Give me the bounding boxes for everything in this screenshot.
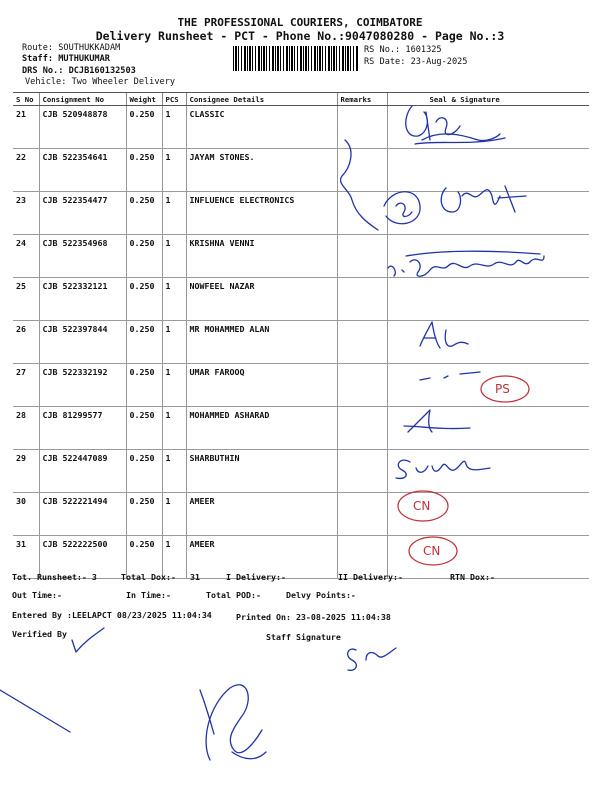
signature-scribble (406, 251, 540, 256)
company-name: THE PROFESSIONAL COURIERS, COIMBATORE (177, 16, 423, 29)
signature-scribble (404, 410, 470, 432)
col-consignee: Consignee Details (186, 93, 337, 106)
rs-number: RS No.: 1601325 (364, 45, 442, 55)
row-consignment: CJB 522354968 (39, 235, 126, 278)
row-sno: 25 (13, 278, 39, 321)
delivery-points-label: Delvy Points:- (286, 590, 356, 600)
row-consignment: CJB 81299577 (39, 407, 126, 450)
row-pcs: 1 (162, 536, 186, 579)
route-label: Route: SOUTHUKKADAM (22, 43, 121, 53)
remark-text: CN (413, 499, 431, 513)
staff-label: Staff: MUTHUKUMAR (22, 54, 110, 64)
signature-scribble (422, 134, 500, 141)
staff-signature-mark (348, 648, 396, 670)
rs-date: RS Date: 23-Aug-2025 (364, 57, 468, 67)
signature-scribble (388, 256, 544, 276)
col-weight: Weight (126, 93, 162, 106)
signature-scribble (441, 186, 526, 212)
entered-by: Entered By :LEELAPCT 08/23/2025 11:04:34 (12, 610, 212, 620)
col-remarks: Remarks (337, 93, 387, 106)
signature-scribble (206, 685, 266, 760)
signature-scribble (420, 372, 480, 380)
row-weight: 0.250 (126, 149, 162, 192)
signature-scribble (0, 690, 70, 732)
runsheet-title: Delivery Runsheet - PCT - Phone No.:9047080280 - Page No.:3 (95, 29, 505, 43)
row-sno: 21 (13, 106, 39, 149)
col-pcs: PCS (162, 93, 186, 106)
row-consignment: CJB 522354641 (39, 149, 126, 192)
row-consignee: MR MOHAMMED ALAN (186, 321, 337, 364)
drs-label: DRS No.: DCJB160132503 (22, 66, 136, 76)
col-consignment: Consignment No (39, 93, 126, 106)
remark-text: CN (423, 544, 441, 558)
total-dox-label: Total Dox:- (121, 572, 176, 582)
row-weight: 0.250 (126, 536, 162, 579)
row-consignment: CJB 522332192 (39, 364, 126, 407)
signature-scribble (420, 322, 468, 348)
row-consignee: NOWFEEL NAZAR (186, 278, 337, 321)
remark-text: PS (495, 382, 510, 396)
row-weight: 0.250 (126, 106, 162, 149)
row-consignee: SHARBUTHIN (186, 450, 337, 493)
row-consignee: AMEER (186, 536, 337, 579)
row-consignee: JAYAM STONES. (186, 149, 337, 192)
row-pcs: 1 (162, 192, 186, 235)
row-sno: 22 (13, 149, 39, 192)
row-consignment: CJB 522397844 (39, 321, 126, 364)
row-pcs: 1 (162, 235, 186, 278)
row-consignment: CJB 520948878 (39, 106, 126, 149)
rtn-dox-label: RTN Dox:- (450, 572, 495, 582)
row-consignee: MOHAMMED ASHARAD (186, 407, 337, 450)
row-sno: 29 (13, 450, 39, 493)
signature-scribble (396, 460, 490, 478)
row-weight: 0.250 (126, 192, 162, 235)
out-time-label: Out Time:- (12, 590, 62, 600)
row-consignee: INFLUENCE ELECTRONICS (186, 192, 337, 235)
row-consignee: AMEER (186, 493, 337, 536)
row-pcs: 1 (162, 407, 186, 450)
row-weight: 0.250 (126, 278, 162, 321)
col-seal-signature: Seal & Signature (387, 93, 589, 106)
row-consignee: CLASSIC (186, 106, 337, 149)
row-sno: 24 (13, 235, 39, 278)
ii-delivery-label: II Delivery:- (338, 572, 403, 582)
in-time-label: In Time:- (126, 590, 171, 600)
verified-signature (72, 628, 104, 652)
row-weight: 0.250 (126, 407, 162, 450)
total-pod-label: Total POD:- (206, 590, 261, 600)
staff-signature-label: Staff Signature (266, 632, 341, 642)
row-sno: 30 (13, 493, 39, 536)
row-pcs: 1 (162, 364, 186, 407)
signature-scribble (384, 192, 420, 224)
total-runsheet: Tot. Runsheet:- 3 (12, 572, 97, 582)
row-pcs: 1 (162, 450, 186, 493)
row-pcs: 1 (162, 278, 186, 321)
row-weight: 0.250 (126, 364, 162, 407)
row-weight: 0.250 (126, 450, 162, 493)
printed-on: Printed On: 23-08-2025 11:04:38 (236, 612, 391, 622)
col-sno: S No (13, 93, 39, 106)
total-dox-value: 31 (190, 572, 200, 582)
row-consignment: CJB 522447089 (39, 450, 126, 493)
row-consignee: KRISHNA VENNI (186, 235, 337, 278)
row-weight: 0.250 (126, 493, 162, 536)
row-weight: 0.250 (126, 235, 162, 278)
row-pcs: 1 (162, 106, 186, 149)
row-sno: 27 (13, 364, 39, 407)
row-consignment: CJB 522221494 (39, 493, 126, 536)
row-sno: 23 (13, 192, 39, 235)
row-consignee: UMAR FAROOQ (186, 364, 337, 407)
signature-scribble (406, 106, 505, 144)
signature-scribble (341, 140, 378, 230)
row-sno: 28 (13, 407, 39, 450)
row-sno: 31 (13, 536, 39, 579)
row-pcs: 1 (162, 321, 186, 364)
i-delivery-label: I Delivery:- (226, 572, 286, 582)
row-consignment: CJB 522332121 (39, 278, 126, 321)
row-pcs: 1 (162, 493, 186, 536)
row-sno: 26 (13, 321, 39, 364)
verified-by-label: Verified By (12, 629, 67, 639)
row-consignment: CJB 522222500 (39, 536, 126, 579)
row-weight: 0.250 (126, 321, 162, 364)
row-consignment: CJB 522354477 (39, 192, 126, 235)
row-pcs: 1 (162, 149, 186, 192)
vehicle-label: Vehicle: Two Wheeler Delivery (25, 77, 176, 87)
